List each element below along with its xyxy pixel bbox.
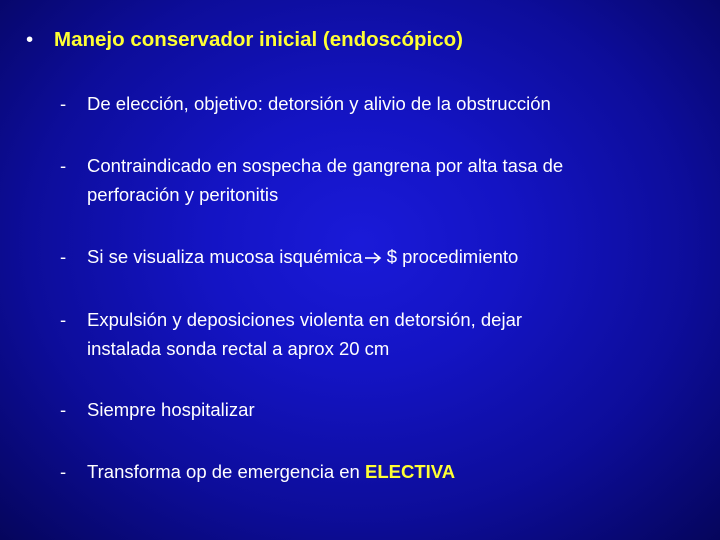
item-dash: - [60,93,67,114]
title-text: Manejo conservador inicial (endoscópico) [54,28,463,51]
list-item-2 [60,151,697,209]
item-text-after: $ procedimiento [381,246,519,267]
item-text-before: Transforma op de emergencia en [87,461,365,482]
list-item-1 [60,89,697,118]
item-text [87,305,697,363]
slide-title [26,27,463,53]
list-item-4 [60,305,697,363]
item-dash: - [60,155,67,176]
item-text-line2: instalada sonda rectal a aprox 20 cm [87,338,390,359]
list-item-6 [60,457,697,486]
list-item-5 [60,395,697,424]
item-text-line1: Contraindicado en sospecha de gangrena por alta tasa de [87,155,564,176]
electiva-highlight: ELECTIVA [365,461,456,482]
item-dash: - [60,399,67,420]
item-dash: - [60,309,67,330]
right-arrow-icon [364,243,382,255]
title-bullet: • [26,28,34,51]
item-text [87,242,697,271]
item-text: Siempre hospitalizar [87,399,255,420]
item-text-before: Si se visualiza mucosa isquémica [87,246,363,267]
item-text [87,151,697,209]
list-item-3 [60,242,697,271]
item-dash: - [60,461,67,482]
item-dash: - [60,246,67,267]
item-text: De elección, objetivo: detorsión y alivio de la obstrucción [87,93,551,114]
item-text-line2: perforación y peritonitis [87,184,279,205]
item-text-line1: Expulsión y deposiciones violenta en detorsión, dejar [87,309,523,330]
item-text [87,457,697,486]
